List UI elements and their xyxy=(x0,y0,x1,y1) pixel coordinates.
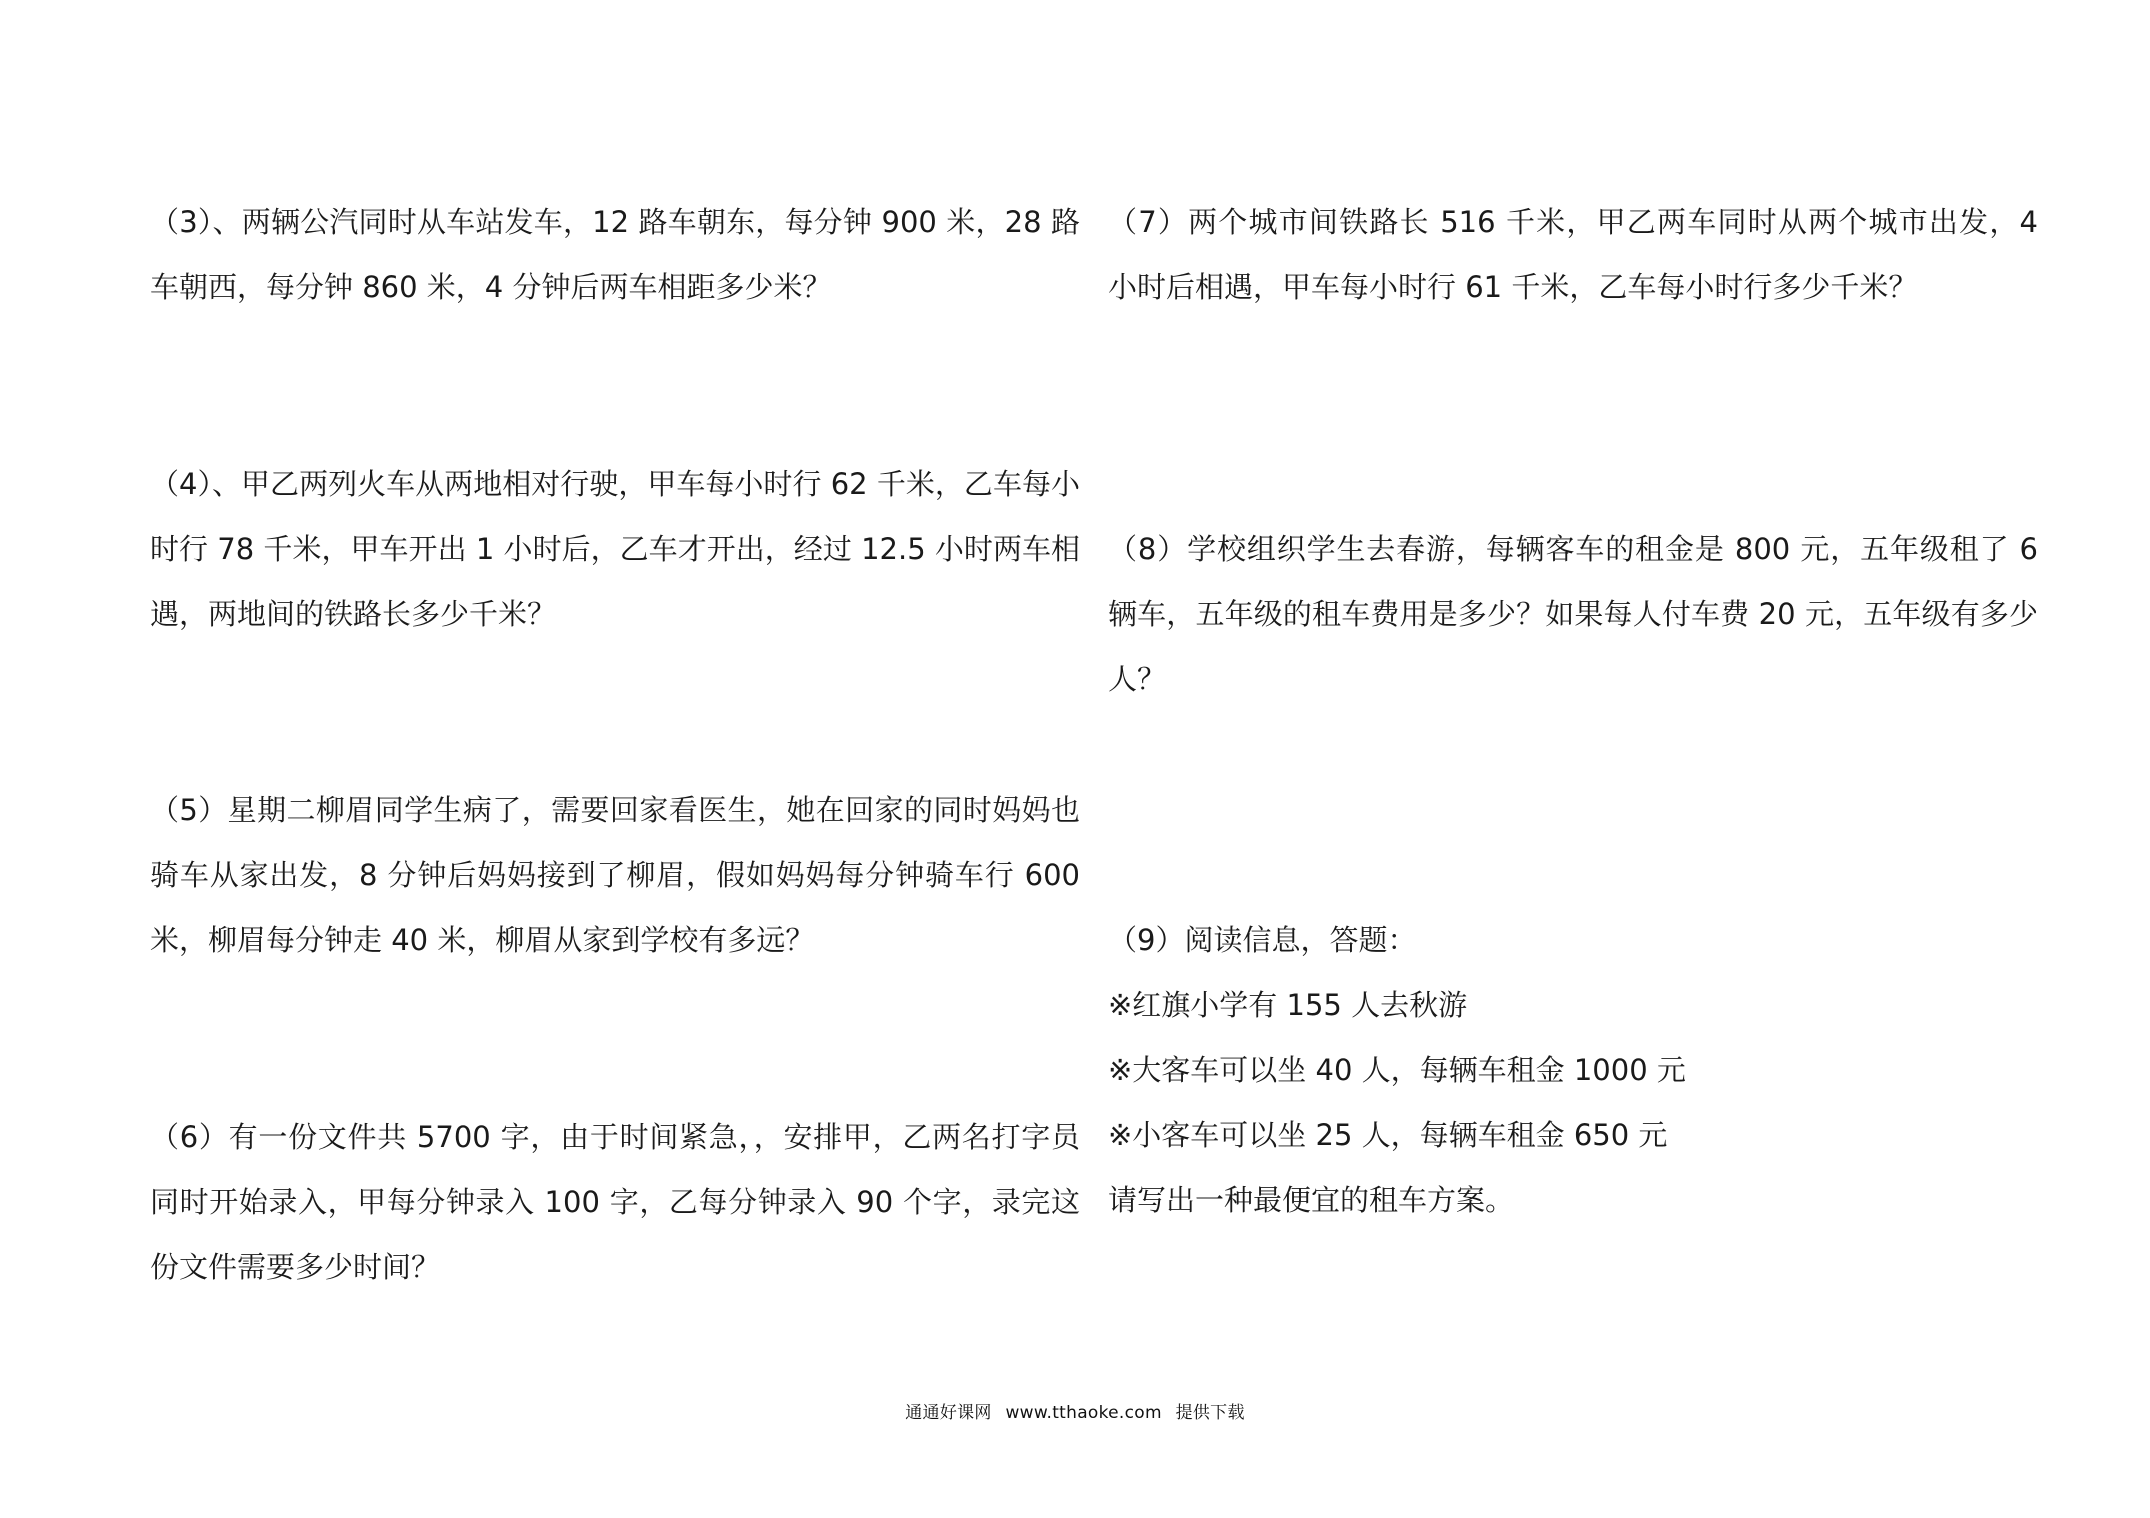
problem-5-text: （5）星期二柳眉同学生病了，需要回家看医生，她在回家的同时妈妈也骑车从家出发，8 分钟后妈妈接到了柳眉，假如妈妈每分钟骑车行 600 米，柳眉每分钟走 40 米，柳眉从家到学校有多远？ xyxy=(150,793,1080,957)
problem-9-question: 请写出一种最便宜的租车方案。 xyxy=(1108,1183,1515,1217)
footer-site-name: 通通好课网 xyxy=(905,1403,992,1423)
problem-4 xyxy=(150,452,1080,647)
problem-8-text: （8）学校组织学生去春游，每辆客车的租金是 800 元，五年级租了 6 辆车，五年级的租车费用是多少？如果每人付车费 20 元，五年级有多少人？ xyxy=(1108,532,2038,696)
problem-3-text: （3）、两辆公汽同时从车站发车，12 路车朝东，每分钟 900 米，28 路车朝西，每分钟 860 米，4 分钟后两车相距多少米？ xyxy=(150,205,1080,304)
problem-7 xyxy=(1108,190,2038,320)
problem-6 xyxy=(150,1105,1080,1300)
problem-9-info-2: ※大客车可以坐 40 人，每辆车租金 1000 元 xyxy=(1108,1053,1686,1087)
problem-7-text: （7）两个城市间铁路长 516 千米，甲乙两车同时从两个城市出发，4 小时后相遇，甲车每小时行 61 千米，乙车每小时行多少千米？ xyxy=(1108,205,2038,304)
problem-9 xyxy=(1108,908,2038,1233)
footer-url: www.tthaoke.com xyxy=(1005,1403,1162,1423)
problem-9-info-3: ※小客车可以坐 25 人，每辆车租金 650 元 xyxy=(1108,1118,1668,1152)
footer-suffix: 提供下载 xyxy=(1175,1403,1245,1423)
problem-9-info-1: ※红旗小学有 155 人去秋游 xyxy=(1108,988,1468,1022)
problem-6-text: （6）有一份文件共 5700 字，由于时间紧急，，安排甲，乙两名打字员同时开始录入，甲每分钟录入 100 字，乙每分钟录入 90 个字，录完这份文件需要多少时间？ xyxy=(150,1120,1080,1284)
problem-5 xyxy=(150,778,1080,973)
problem-8 xyxy=(1108,517,2038,712)
problem-3 xyxy=(150,190,1080,320)
problem-4-text: （4）、甲乙两列火车从两地相对行驶，甲车每小时行 62 千米，乙车每小时行 78 千米，甲车开出 1 小时后，乙车才开出，经过 12.5 小时两车相遇，两地间的铁路长多少千米？ xyxy=(150,467,1080,631)
problem-9-title: （9）阅读信息，答题： xyxy=(1108,923,1417,957)
page-footer xyxy=(0,1398,2150,1423)
